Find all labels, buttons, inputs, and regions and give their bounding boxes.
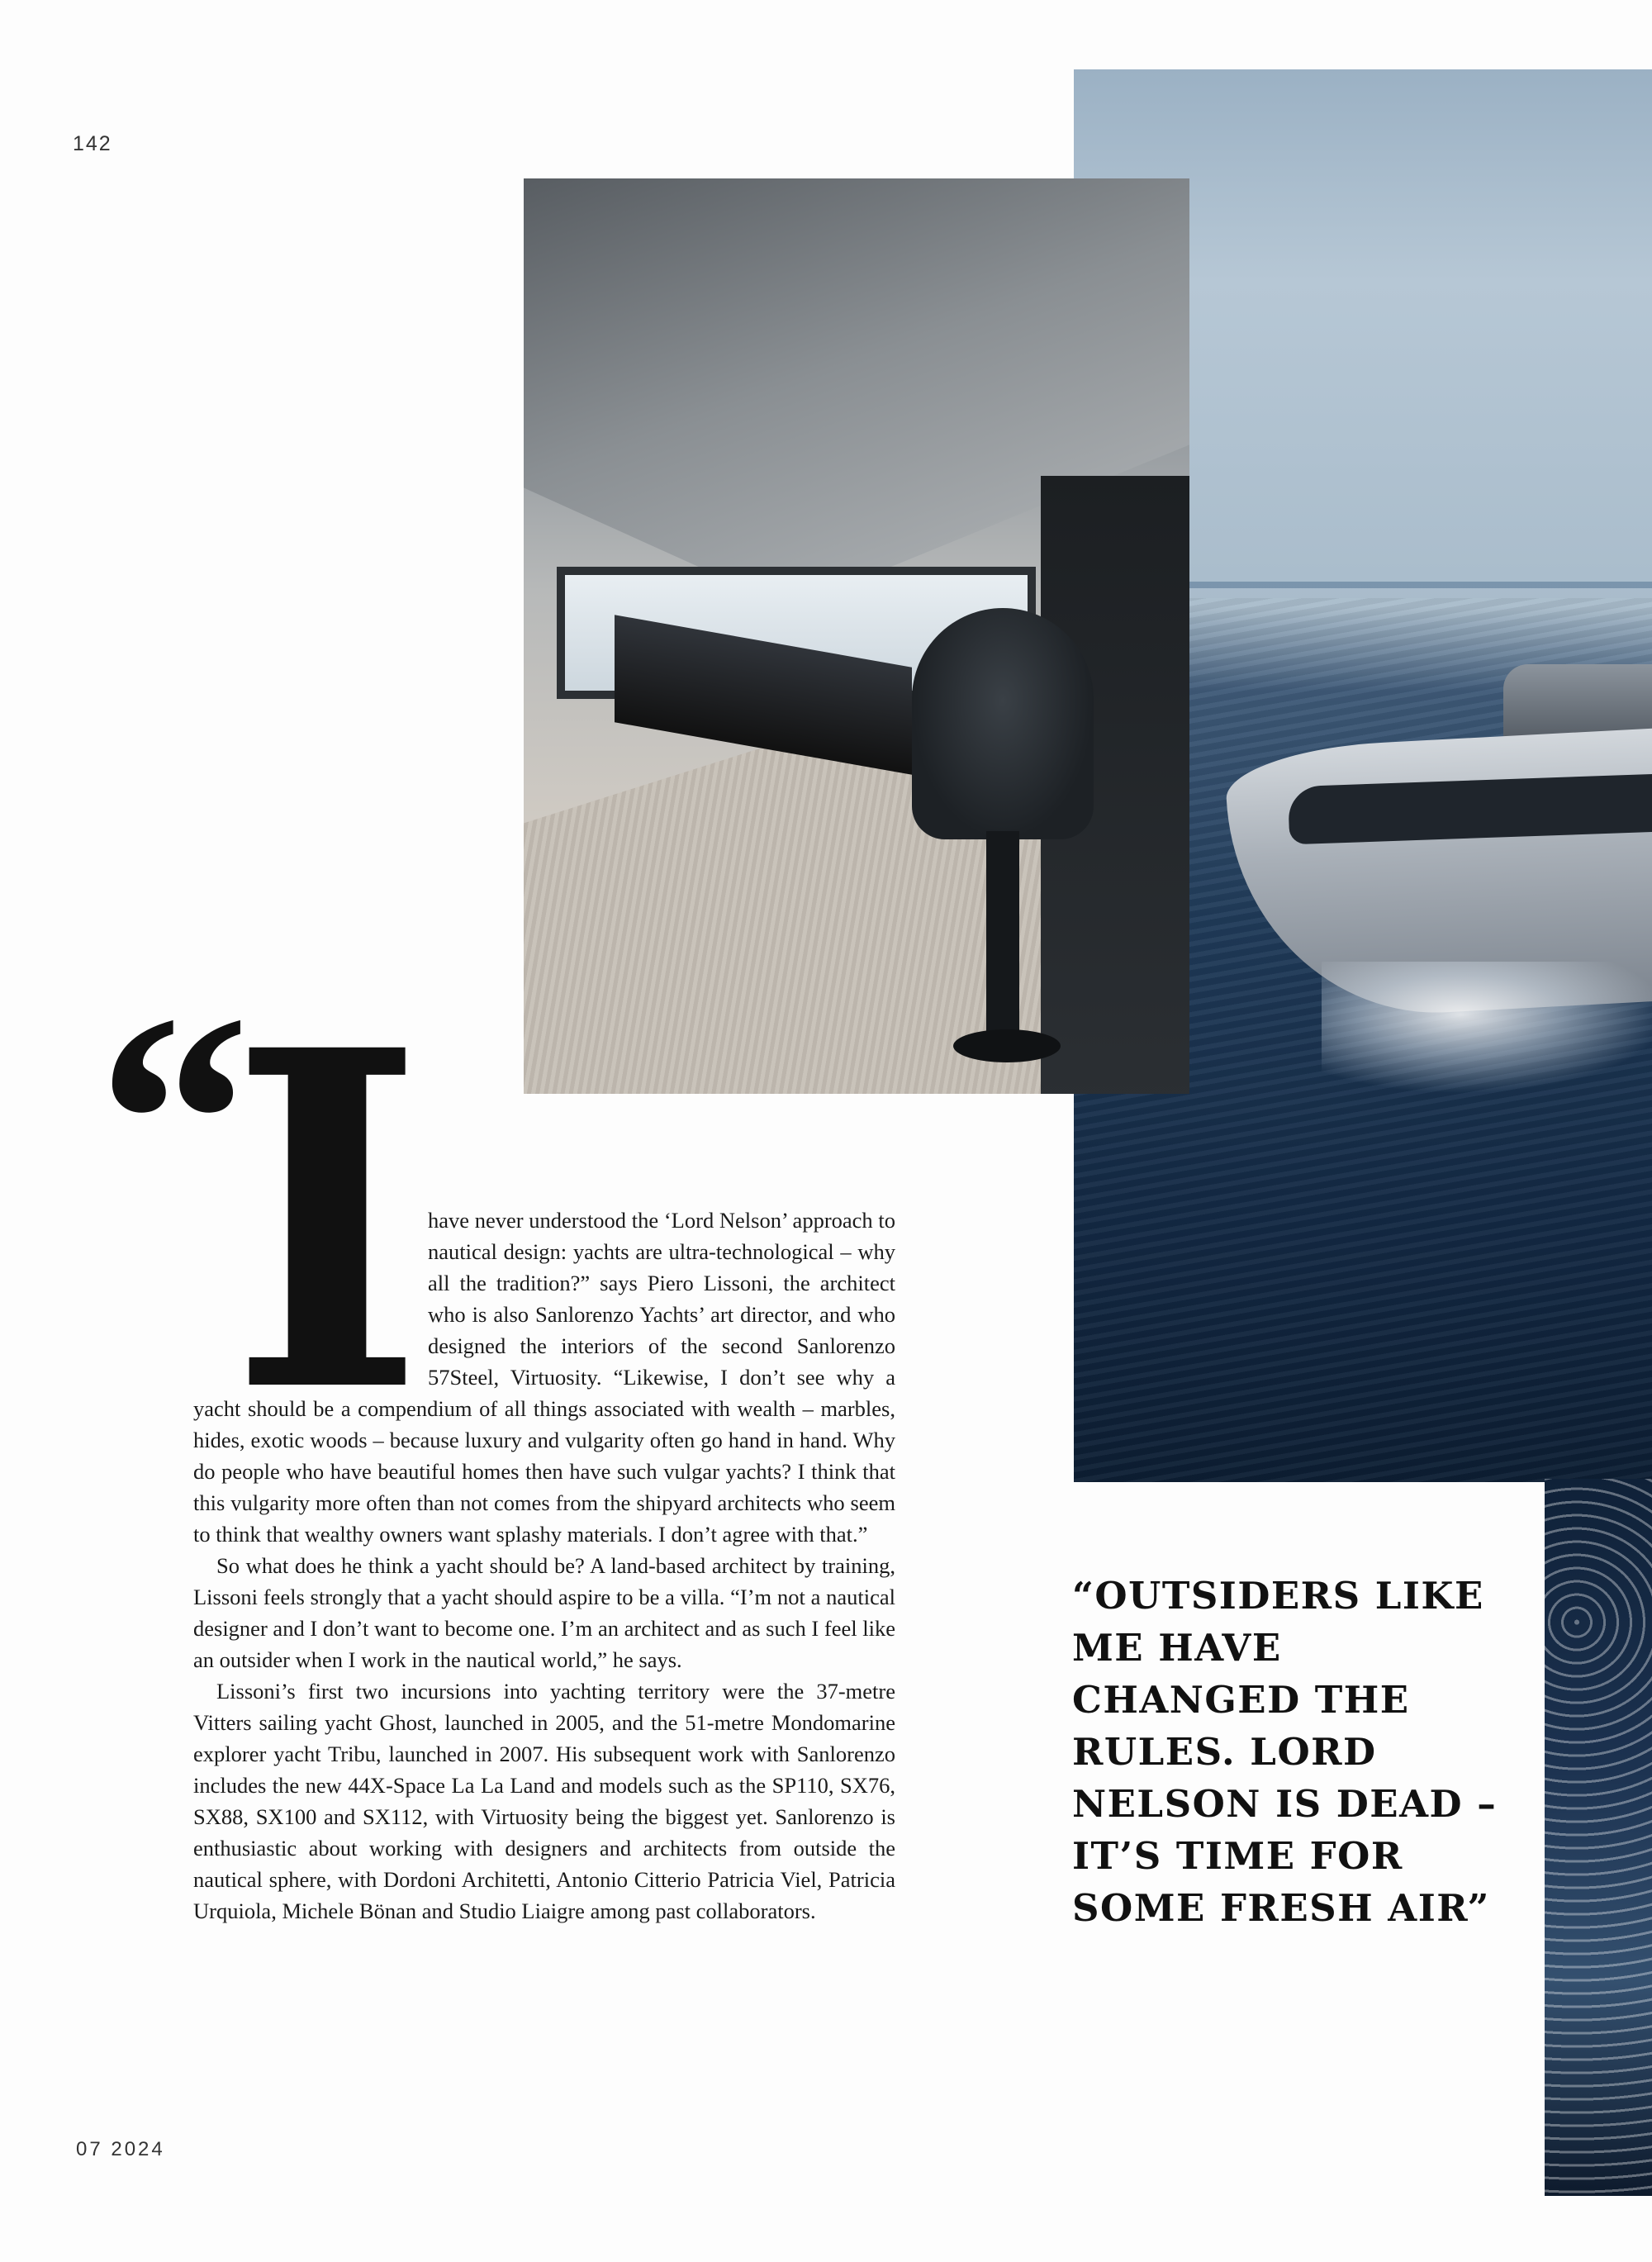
helm-chair-post [986, 831, 1019, 1038]
issue-date: 07 2024 [76, 2138, 165, 2160]
helm-chair [912, 608, 1094, 839]
article-body [193, 1205, 895, 1927]
sea-foam-photo-strip [1545, 1479, 1652, 2196]
article-paragraph-3: Lissoni’s first two incursions into yachting territory were the 37-metre Vitters sailing yacht Ghost, launched in 2005, and the 51-metre Mondomarine explorer yacht Tribu, launched in 2007. His subsequent work with Sanlorenzo includes the new 44X-Space La La Land and models such as the SP110, SX76, SX88, SX100 and SX112, with Virtuosity being the biggest yet. Sanlorenzo is enthusiastic about working with designers and architects from outside the nautical sphere, with Dordoni Architetti, Antonio Citterio Patricia Viel, Patricia Urquiola, Michele Bönan and Studio Liaigre among past collaborators. [193, 1679, 895, 1923]
page-number: 142 [73, 132, 112, 155]
bow-wake [1322, 962, 1652, 1094]
drop-cap: I [230, 951, 425, 1495]
article-paragraph-1: have never understood the ‘Lord Nelson’ approach to nautical design: yachts are ultra-technological – why all the tradition?” says Piero Lissoni, the architect who is also Sanlorenzo Yachts’ art director, and who designed the interiors of the second Sanlorenzo 57Steel, Virtuosity. “Likewise, I don’t see why a yacht should be a compendium of all things associated with wealth – marbles, hides, exotic woods – because luxury and vulgarity often go hand in hand. Why do people who have beautiful homes then have such vulgar yachts? I think that this vulgarity more often than not comes from the shipyard architects who seem to think that wealthy owners want splashy materials. I don’t agree with that.” [193, 1208, 895, 1547]
helm-chair-base [953, 1029, 1061, 1062]
yacht-bridge-interior-photo [524, 178, 1189, 1094]
article-paragraph-2: So what does he think a yacht should be? A land-based architect by training, Lissoni feels strongly that a yacht should aspire to be a villa. “I’m not a nautical designer and I don’t want to become one. I’m an architect and as such I feel like an outsider when I work in the nautical world,” he says. [193, 1553, 895, 1672]
opening-quote-mark: “ [97, 952, 250, 1290]
pull-quote: “OUTSIDERS LIKE ME HAVE CHANGED THE RULES. LORD NELSON IS DEAD – IT’S TIME FOR SOME FRESH AIR” [1072, 1574, 1498, 1930]
